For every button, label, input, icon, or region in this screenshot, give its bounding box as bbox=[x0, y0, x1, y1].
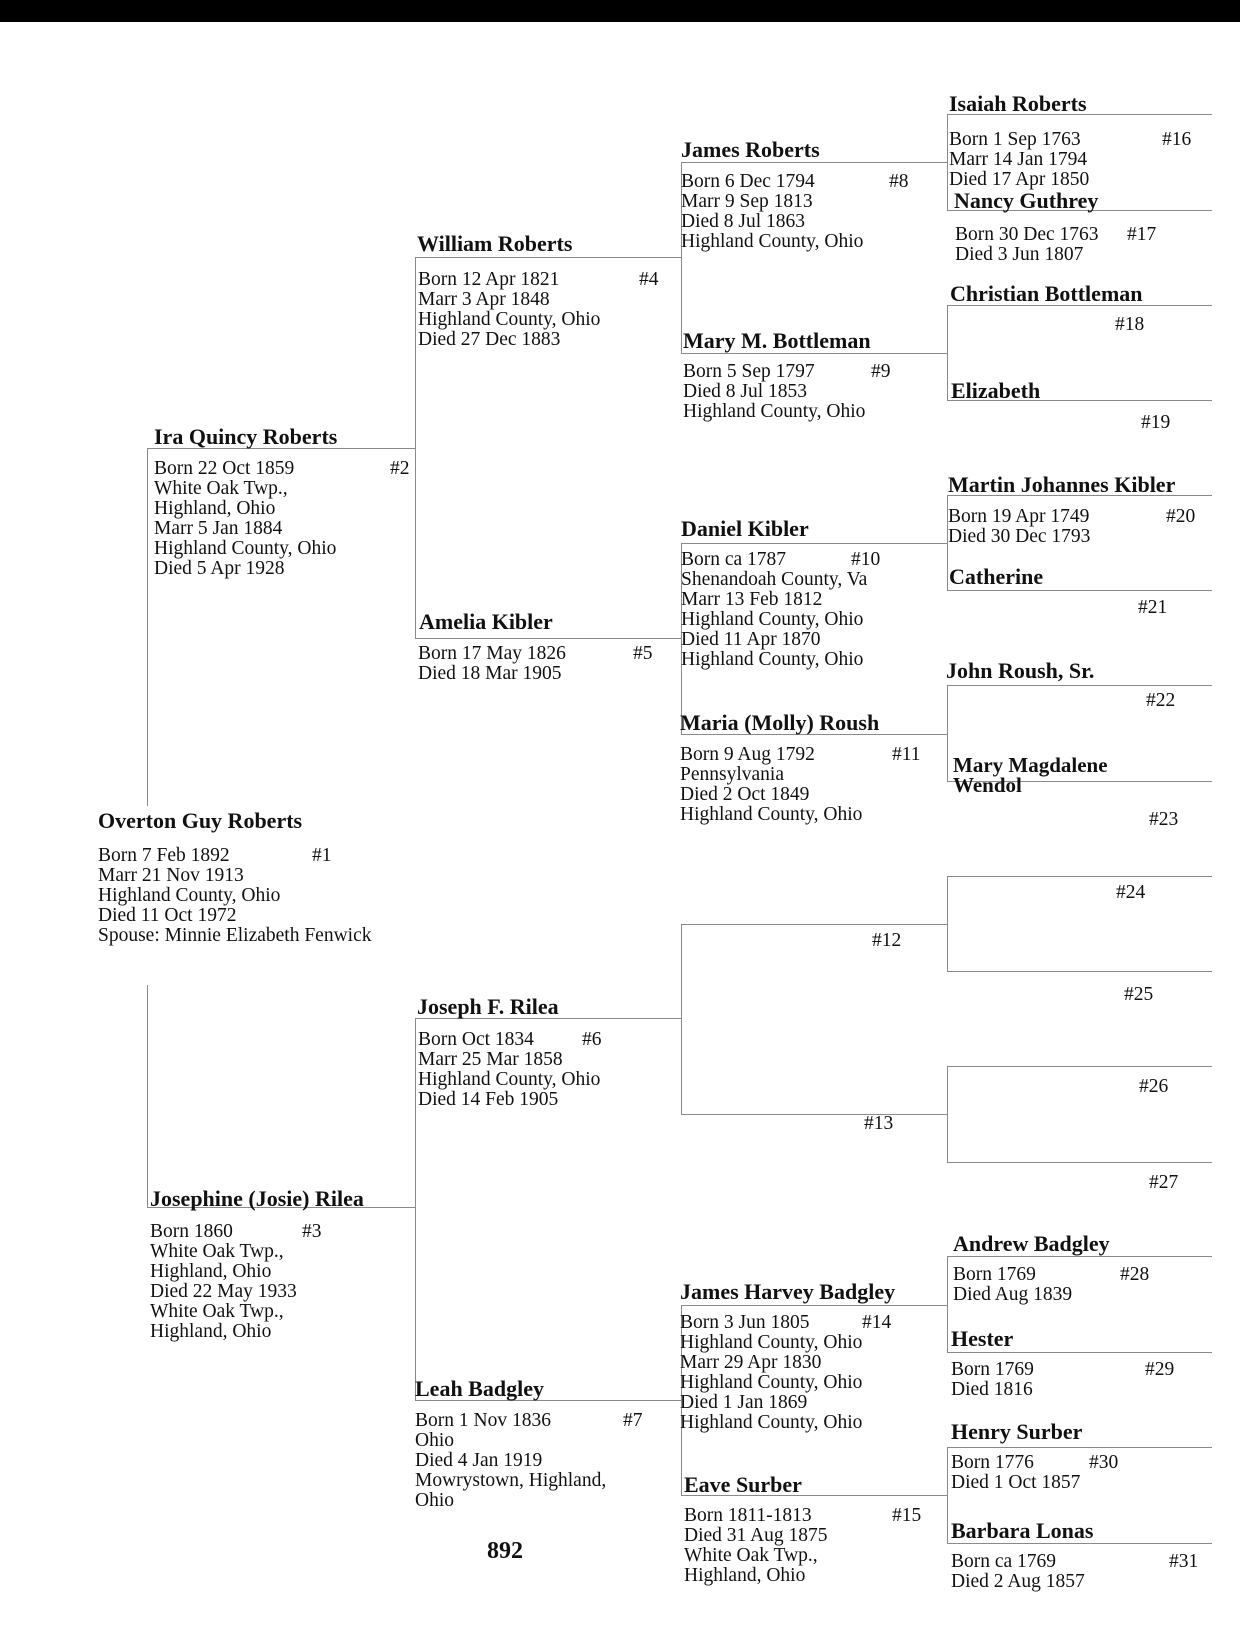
person-name: James Harvey Badgley bbox=[680, 1279, 896, 1304]
person-name: Joseph F. Rilea bbox=[417, 994, 559, 1019]
person-name: Mary M. Bottleman bbox=[683, 328, 871, 353]
person-details: Born 22 Oct 1859 White Oak Twp., Highland, Ohio Marr 5 Jan 1884 Highland County, Ohio Died 5 Apr 1928 bbox=[154, 458, 337, 579]
person-name: Christian Bottleman bbox=[950, 281, 1143, 306]
line bbox=[681, 353, 947, 354]
person-details: Born 5 Sep 1797 Died 8 Jul 1853 Highland County, Ohio bbox=[683, 361, 866, 422]
person-name: Leah Badgley bbox=[415, 1376, 544, 1401]
line bbox=[681, 543, 947, 544]
person-number: #16 bbox=[1162, 129, 1192, 150]
person-details: Born 12 Apr 1821 Marr 3 Apr 1848 Highland County, Ohio Died 27 Dec 1883 bbox=[418, 269, 601, 350]
person-details: Born ca 1787 Shenandoah County, Va Marr 13 Feb 1812 Highland County, Ohio Died 11 Apr 1870 Highland County, Ohio bbox=[681, 549, 868, 670]
line bbox=[947, 685, 1212, 686]
line bbox=[947, 1066, 1212, 1067]
person-name: Henry Surber bbox=[951, 1419, 1083, 1444]
person-number: #20 bbox=[1166, 506, 1196, 527]
person-number: #28 bbox=[1120, 1264, 1150, 1285]
line bbox=[947, 1447, 948, 1543]
person-name: John Roush, Sr. bbox=[946, 658, 1095, 683]
line bbox=[147, 985, 148, 1207]
line bbox=[947, 1256, 948, 1352]
line bbox=[947, 876, 1212, 877]
person-number: #6 bbox=[582, 1029, 602, 1050]
person-name: Mary Magdalene Wendol bbox=[953, 753, 1108, 797]
person-number: #21 bbox=[1138, 597, 1168, 618]
person-name: Hester bbox=[951, 1326, 1014, 1351]
top-black-border bbox=[0, 0, 1240, 22]
person-number: #18 bbox=[1115, 314, 1145, 335]
person-number: #17 bbox=[1127, 224, 1157, 245]
line bbox=[681, 162, 947, 163]
line bbox=[681, 1114, 947, 1115]
person-number: #3 bbox=[302, 1221, 322, 1242]
person-details: Born 3 Jun 1805 Highland County, Ohio Marr 29 Apr 1830 Highland County, Ohio Died 1 Jan 1869 Highland County, Ohio bbox=[680, 1312, 863, 1433]
line bbox=[947, 1352, 1212, 1353]
person-details: Born 1860 White Oak Twp., Highland, Ohio Died 22 May 1933 White Oak Twp., Highland, Ohio bbox=[150, 1221, 297, 1342]
person-number: #9 bbox=[871, 361, 891, 382]
person-details: Born ca 1769 Died 2 Aug 1857 bbox=[951, 1551, 1085, 1592]
person-number: #29 bbox=[1145, 1359, 1175, 1380]
person-name: Ira Quincy Roberts bbox=[154, 424, 338, 449]
line bbox=[947, 685, 948, 781]
person-details: Born 1 Sep 1763 Marr 14 Jan 1794 Died 17 Apr 1850 bbox=[949, 129, 1090, 190]
line bbox=[681, 924, 682, 1114]
line bbox=[947, 1066, 948, 1162]
person-number: #24 bbox=[1116, 882, 1146, 903]
person-number: #5 bbox=[633, 643, 653, 664]
person-name: Nancy Guthrey bbox=[954, 188, 1099, 213]
person-name: Barbara Lonas bbox=[951, 1518, 1094, 1543]
person-name: Martin Johannes Kibler bbox=[948, 472, 1176, 497]
person-number: #14 bbox=[862, 1312, 892, 1333]
line bbox=[947, 1543, 1212, 1544]
person-details: Born Oct 1834 Marr 25 Mar 1858 Highland County, Ohio Died 14 Feb 1905 bbox=[418, 1029, 601, 1110]
person-number: #30 bbox=[1089, 1452, 1119, 1473]
person-name: Amelia Kibler bbox=[419, 609, 553, 634]
person-name: Maria (Molly) Roush bbox=[680, 710, 880, 735]
person-name: Isaiah Roberts bbox=[949, 91, 1087, 116]
person-details: Born 1776 Died 1 Oct 1857 bbox=[951, 1452, 1081, 1493]
person-number: #13 bbox=[864, 1113, 894, 1134]
person-details: Born 30 Dec 1763 Died 3 Jun 1807 bbox=[955, 224, 1099, 265]
person-number: #2 bbox=[390, 458, 410, 479]
person-number: #11 bbox=[892, 744, 921, 765]
line bbox=[415, 1018, 416, 1400]
person-details: Born 1811-1813 Died 31 Aug 1875 White Oak Twp., Highland, Ohio bbox=[684, 1505, 828, 1586]
line bbox=[947, 114, 948, 210]
person-number: #25 bbox=[1124, 984, 1154, 1005]
person-details: Born 17 May 1826 Died 18 Mar 1905 bbox=[418, 643, 566, 684]
line bbox=[947, 876, 948, 971]
person-number: #19 bbox=[1141, 412, 1171, 433]
person-name: Josephine (Josie) Rilea bbox=[150, 1186, 364, 1211]
person-name: James Roberts bbox=[681, 137, 820, 162]
page-number: 892 bbox=[487, 1538, 523, 1564]
line bbox=[947, 305, 948, 400]
person-name: Daniel Kibler bbox=[681, 516, 809, 541]
person-number: #27 bbox=[1149, 1172, 1179, 1193]
line bbox=[147, 448, 148, 806]
line bbox=[947, 590, 1212, 591]
line bbox=[681, 1305, 947, 1306]
person-number: #7 bbox=[623, 1410, 643, 1431]
person-number: #10 bbox=[851, 549, 881, 570]
person-name: Catherine bbox=[949, 564, 1044, 589]
person-details: Born 1769 Died 1816 bbox=[951, 1359, 1034, 1400]
person-details: Born 1769 Died Aug 1839 bbox=[953, 1264, 1073, 1305]
person-number: #8 bbox=[889, 171, 909, 192]
person-details: Born 9 Aug 1792 Pennsylvania Died 2 Oct 1849 Highland County, Ohio bbox=[680, 744, 863, 825]
person-number: #22 bbox=[1146, 690, 1176, 711]
person-details: Born 6 Dec 1794 Marr 9 Sep 1813 Died 8 Jul 1863 Highland County, Ohio bbox=[681, 171, 864, 252]
person-details: Born 19 Apr 1749 Died 30 Dec 1793 bbox=[948, 506, 1091, 547]
person-number: #15 bbox=[892, 1505, 922, 1526]
person-name: Overton Guy Roberts bbox=[98, 808, 303, 833]
person-number: #23 bbox=[1149, 809, 1179, 830]
line bbox=[947, 1256, 1212, 1257]
line bbox=[681, 924, 947, 925]
person-details: Born 7 Feb 1892 Marr 21 Nov 1913 Highland County, Ohio Died 11 Oct 1972 Spouse: Minnie Elizabeth Fenwick bbox=[98, 845, 372, 946]
person-number: #31 bbox=[1169, 1551, 1199, 1572]
person-number: #12 bbox=[872, 930, 902, 951]
line bbox=[947, 971, 1212, 972]
person-name: William Roberts bbox=[417, 231, 573, 256]
line bbox=[947, 1447, 1212, 1448]
person-name: Andrew Badgley bbox=[953, 1231, 1110, 1256]
person-details: Born 1 Nov 1836 Ohio Died 4 Jan 1919 Mowrystown, Highland, Ohio bbox=[415, 1410, 607, 1511]
line bbox=[415, 257, 416, 638]
person-number: #1 bbox=[312, 845, 332, 866]
person-name: Elizabeth bbox=[951, 378, 1041, 403]
person-number: #4 bbox=[639, 269, 659, 290]
line bbox=[415, 257, 681, 258]
person-number: #26 bbox=[1139, 1076, 1169, 1097]
person-name: Eave Surber bbox=[684, 1472, 802, 1497]
line bbox=[947, 1162, 1212, 1163]
line bbox=[415, 638, 681, 639]
